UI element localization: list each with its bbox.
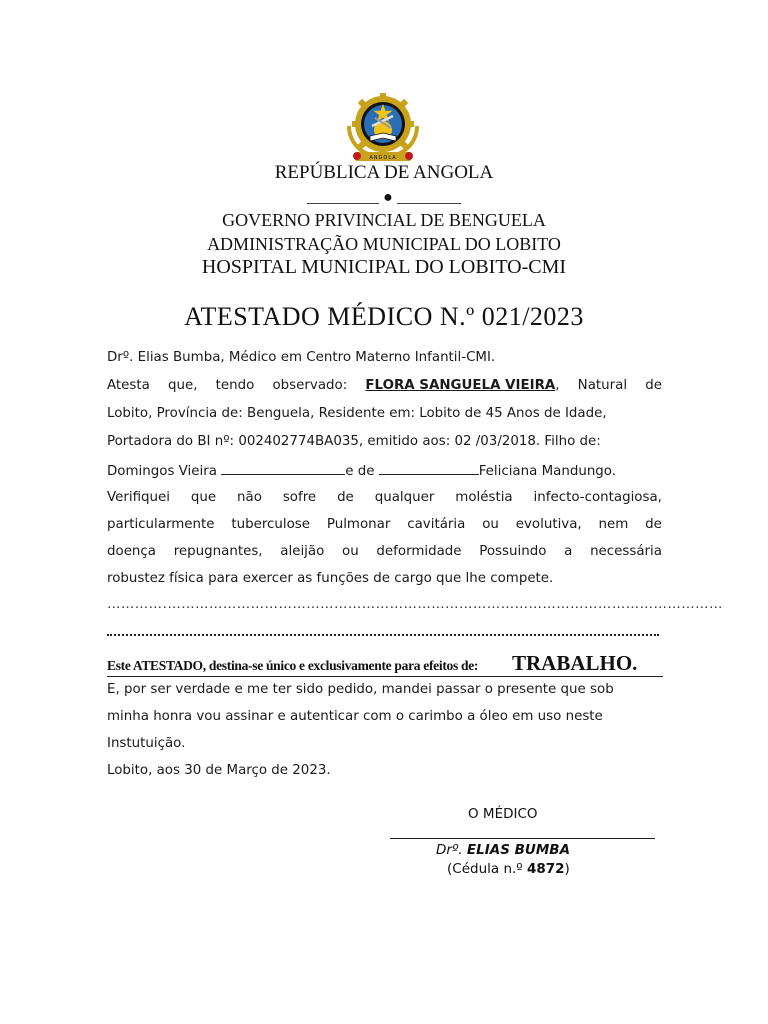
body-word: evolutiva, (515, 517, 582, 532)
body-word: infecto-contagiosa, (533, 490, 662, 505)
signature-prefix: Drº. (436, 842, 463, 858)
purpose-value: TRABALHO. (512, 651, 638, 675)
body-word: repugnantes, (173, 544, 263, 559)
body-word: , (555, 378, 560, 393)
government-heading: GOVERNO PRIVINCIAL DE BENGUELA (222, 210, 546, 230)
closing-line-2: minha honra vou assinar e autenticar com o carimbo a óleo em uso neste (107, 709, 603, 724)
republic-heading: REPÚBLICA DE ANGOLA (274, 162, 494, 183)
patient-name-group (365, 376, 559, 396)
body-word: doença (107, 544, 156, 559)
header-separator: _________ ● ________ (307, 189, 461, 206)
residence-line: Lobito, Província de: Benguela, Residente em: Lobito de 45 Anos de Idade, (107, 406, 607, 421)
id-line: Portadora do BI nº: 002402774BA035, emitido aos: 02 /03/2018. Filho de: (107, 434, 601, 449)
date-line: Lobito, aos 30 de Março de 2023. (107, 763, 331, 778)
body-word: Natural (577, 378, 628, 393)
cedula-close: ) (564, 861, 570, 877)
administration-heading: ADMINISTRAÇÃO MUNICIPAL DO LOBITO (207, 234, 561, 254)
body-word: moléstia (455, 490, 513, 505)
attest-line (107, 376, 662, 396)
body-word: particularmente (107, 517, 215, 532)
cedula-label: (Cédula n.º (447, 861, 523, 877)
body-word: Possuindo (479, 544, 547, 559)
doctor-intro-line: Drº. Elias Bumba, Médico em Centro Materno Infantil-CMI. (107, 350, 496, 365)
dotted-fill-line: ………….………………………………………………………………………………………………………… (107, 597, 723, 612)
blank-line (221, 460, 345, 475)
dotted-divider (107, 631, 659, 636)
body-word: a (564, 544, 573, 559)
body-word: tuberculose (231, 517, 311, 532)
father-name: Domingos Vieira (107, 464, 217, 479)
closing-line-3: Instutuição. (107, 736, 186, 751)
body-word: de (645, 517, 662, 532)
health-line-3 (107, 542, 662, 562)
purpose-lead: Este ATESTADO, destina-se único e exclusivamente para efeitos de: (107, 658, 479, 673)
cedula-line (447, 861, 570, 877)
body-word: Verifiquei (107, 490, 170, 505)
health-line-1 (107, 488, 662, 508)
body-word: Pulmonar (326, 517, 391, 532)
body-word: de (645, 378, 662, 393)
mother-name: Feliciana Mandungo. (478, 464, 617, 479)
closing-line-1: E, por ser verdade e me ter sido pedido, mandei passar o presente que sob (107, 682, 614, 697)
signature-role: O MÉDICO (468, 806, 538, 822)
certificate-title: ATESTADO MÉDICO N.º 021/2023 (184, 302, 584, 331)
body-word: necessária (590, 544, 662, 559)
signature-line (390, 838, 655, 839)
body-word: cavitária (407, 517, 466, 532)
blank-line (379, 460, 479, 475)
body-word: qualquer (374, 490, 435, 505)
parents-line (107, 460, 662, 480)
body-word: observado: (272, 378, 348, 393)
doctor-name: ELIAS BUMBA (466, 842, 571, 858)
body-word: deformidade (376, 544, 462, 559)
body-word: sofre (282, 490, 317, 505)
body-word: nem (598, 517, 629, 532)
body-word: tendo (215, 378, 255, 393)
svg-text:ANGOLA: ANGOLA (369, 155, 397, 161)
purpose-line (107, 652, 663, 677)
body-word: aleijão (280, 544, 325, 559)
angola-emblem-logo (343, 92, 423, 164)
body-word: ou (482, 517, 499, 532)
robustness-line: robustez física para exercer as funções de cargo que lhe compete. (107, 571, 554, 586)
health-line-2 (107, 515, 662, 535)
cedula-number: 4872 (526, 861, 565, 877)
body-word: não (237, 490, 262, 505)
signature-name (436, 842, 570, 858)
body-word: Atesta (107, 378, 150, 393)
body-word: que (190, 490, 217, 505)
hospital-heading: HOSPITAL MUNICIPAL DO LOBITO-CMI (201, 256, 567, 278)
body-word: ou (342, 544, 359, 559)
body-word: que, (168, 378, 198, 393)
patient-name: FLORA SANGUELA VIEIRA (365, 378, 556, 393)
body-word: e de (345, 464, 375, 479)
body-word: de (337, 490, 354, 505)
